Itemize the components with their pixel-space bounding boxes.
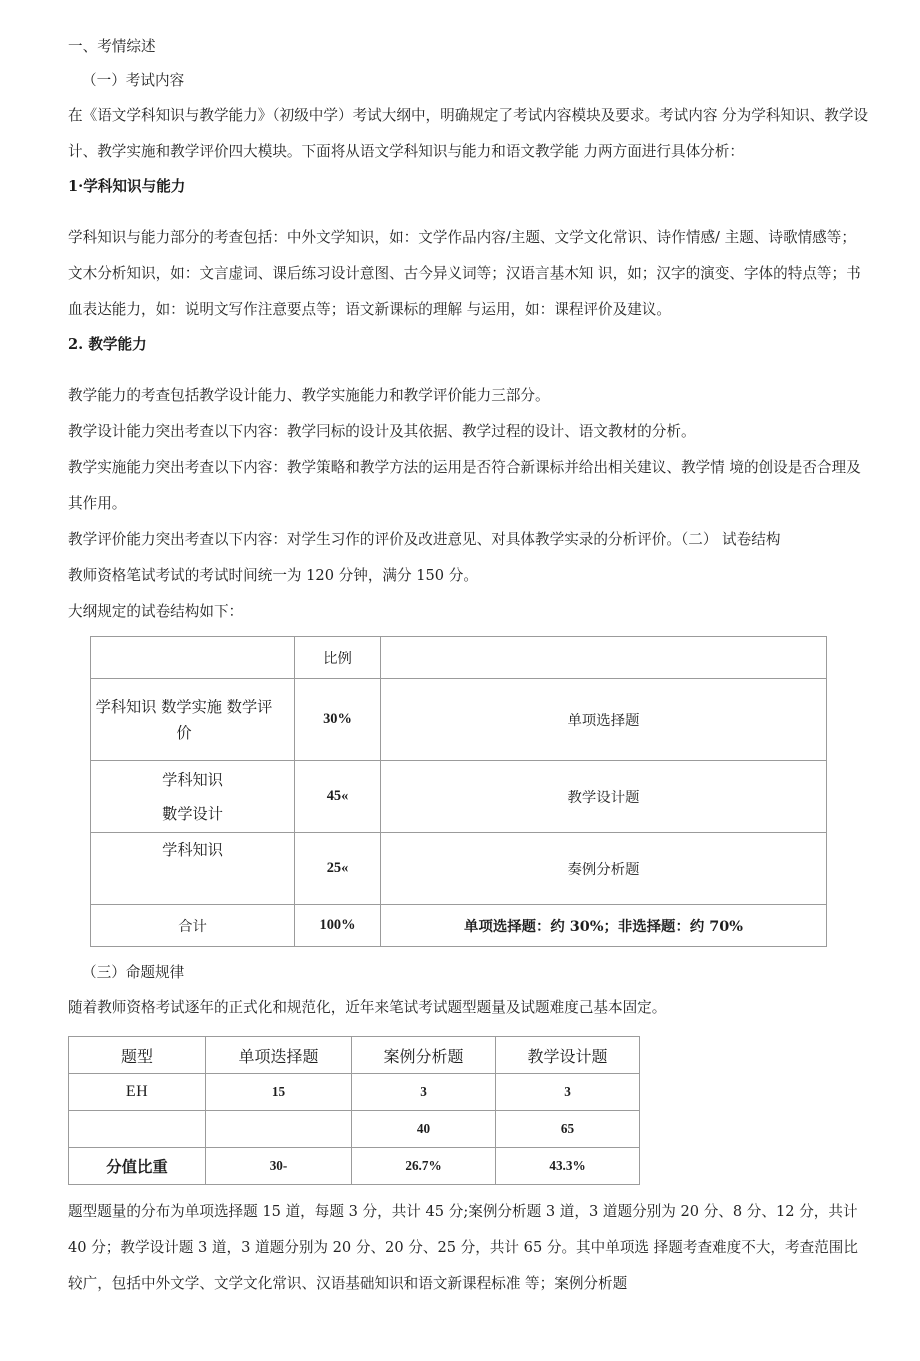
cell-score-teaching-design: 65	[496, 1111, 640, 1148]
closing-paragraph: 题型题量的分布为单项选择题 15 道，每题 3 分，共计 45 分;案例分析题 3 道，3 道题分别为 20 分、8 分、12 分，共计 40 分；教学设计题 3 道，3 道题分别为 20 分、20 分、25 分，共计 65 分。其中单项选 择题考查难度不大，考查范围比较广，包括中外文学、文学文化常识、汉语基础知识和语文新课程标准 等；案例分析题	[68, 1203, 863, 1292]
table-intro-line: 大纲规定的试卷结构如下：	[68, 603, 244, 620]
subsection-heading-exam-content: （一）考试内容	[82, 72, 185, 89]
cell-weight-teaching-design: 43.3%	[496, 1148, 640, 1185]
section-heading: 一、考情综述	[68, 38, 156, 55]
table-row	[91, 761, 827, 833]
item-2-line-4: 教学评价能力突出考查以下内容：对学生习作的评价及改进意见、对具体教学实录的分析评价。（二） 试卷结构	[68, 531, 781, 548]
cell-ratio-3: 25«	[295, 833, 381, 905]
cell-count-case-analysis: 3	[352, 1074, 496, 1111]
table-row	[91, 679, 827, 761]
cell-row-label-count: EH	[69, 1074, 206, 1111]
subsection-heading-proposition-rules: （三）命题规律	[82, 964, 185, 981]
table-row-header	[91, 637, 827, 679]
cell-ratio-1: 30%	[295, 679, 381, 761]
spacer	[68, 1185, 868, 1194]
question-rules-table	[68, 1036, 640, 1185]
exam-time-line: 教师资格笔试考试的考试时间统一为 120 分钟，满分 150 分。	[68, 567, 478, 584]
cell-question-type-1: 单项选择题	[381, 679, 827, 761]
intro-paragraph: 在《语文学科知识与教学能力》（初级中学）考试大纲中，明确规定了考试内容模块及要求。考试内容 分为学科知识、教学设计、教学实施和教学评价四大模块。下面将从语文学科知识与能力和语文教学能 力两方面进行具体分析：	[68, 107, 869, 160]
item-2-line-1: 教学能力的考查包括教学设计能力、教学实施能力和教学评价能力三部分。	[68, 387, 550, 404]
cell-weight-multiple-choice: 30-	[206, 1148, 352, 1185]
table-row	[69, 1111, 640, 1148]
header-cell-teaching-design: 教学设计题	[496, 1037, 640, 1074]
subsection-3-intro: 随着教师资格考试逐年的正式化和规范化，近年来笔试考试题型题量及试题难度己基本固定。	[68, 999, 667, 1016]
cell-weight-case-analysis: 26.7%	[352, 1148, 496, 1185]
header-cell-multiple-choice: 单项迭择题	[206, 1037, 352, 1074]
cell-count-multiple-choice: 15	[206, 1074, 352, 1111]
table-row	[69, 1148, 640, 1185]
cell-row-label-score	[69, 1111, 206, 1148]
spacer	[68, 204, 868, 220]
cell-module-2-line1: 学科知识	[162, 770, 223, 789]
cell-total-question-type: 单项选择题：约 30%；非选择题：约 70%	[381, 905, 827, 947]
exam-structure-table	[90, 636, 827, 947]
cell-count-teaching-design: 3	[496, 1074, 640, 1111]
item-1-label: 1·学科知识与能力	[68, 178, 186, 195]
cell-module-3	[91, 833, 295, 905]
header-cell-case-analysis: 案例分析题	[352, 1037, 496, 1074]
header-cell-question-type	[381, 637, 827, 679]
exam-structure-table-wrapper	[90, 636, 826, 947]
cell-row-label-weight: 分值比重	[69, 1148, 206, 1185]
table-row	[69, 1074, 640, 1111]
table-row-header	[69, 1037, 640, 1074]
header-cell-ratio: 比例	[295, 637, 381, 679]
cell-total-label: 合计	[91, 905, 295, 947]
header-cell-module	[91, 637, 295, 679]
cell-total-ratio: 100%	[295, 905, 381, 947]
spacer	[68, 362, 868, 378]
item-1-body: 学科知识与能力部分的考查包括：中外文学知识，如：文学作品内容/主题、文学文化常识、诗作情感/ 主题、诗歌情感等；文木分析知识，如：文言虚词、课后练习设计意图、古今异义词等；汉语言基木知 识，如；汉字的演变、字体的特点等；书血表达能力，如：说明文写作注意要点等；语文新课标的理解 与运用，如：课程评价及建议。	[68, 229, 861, 318]
cell-score-multiple-choice	[206, 1111, 352, 1148]
item-2-line-3: 教学实施能力突出考查以下内容：教学策略和教学方法的运用是否符合新课标并给出相关建议、教学情 境的创设是否合理及其作用。	[68, 459, 861, 512]
cell-module-1-line2: 价	[176, 723, 192, 742]
header-cell-question-type: 题型	[69, 1037, 206, 1074]
table-row	[91, 833, 827, 905]
cell-module-2	[91, 761, 295, 833]
spacer	[68, 947, 868, 956]
cell-question-type-3: 奏例分析题	[381, 833, 827, 905]
table-row-total	[91, 905, 827, 947]
cell-ratio-2: 45«	[295, 761, 381, 833]
cell-question-type-2: 教学设计题	[381, 761, 827, 833]
cell-module-3-line1: 学科知识	[162, 841, 223, 859]
question-rules-table-wrapper	[68, 1036, 639, 1185]
item-2-line-2: 教学设计能力突出考查以下内容：教学冃标的设计及其依据、教学过程的设计、语文教材的分析。	[68, 423, 696, 440]
item-2-label: 2. 教学能力	[68, 336, 147, 353]
cell-score-case-analysis: 40	[352, 1111, 496, 1148]
cell-module-1-line1: 学科知识 数学实施 数学评	[95, 697, 273, 716]
cell-module-2-line2: 數学设计	[162, 804, 223, 823]
cell-module-1	[91, 679, 295, 761]
